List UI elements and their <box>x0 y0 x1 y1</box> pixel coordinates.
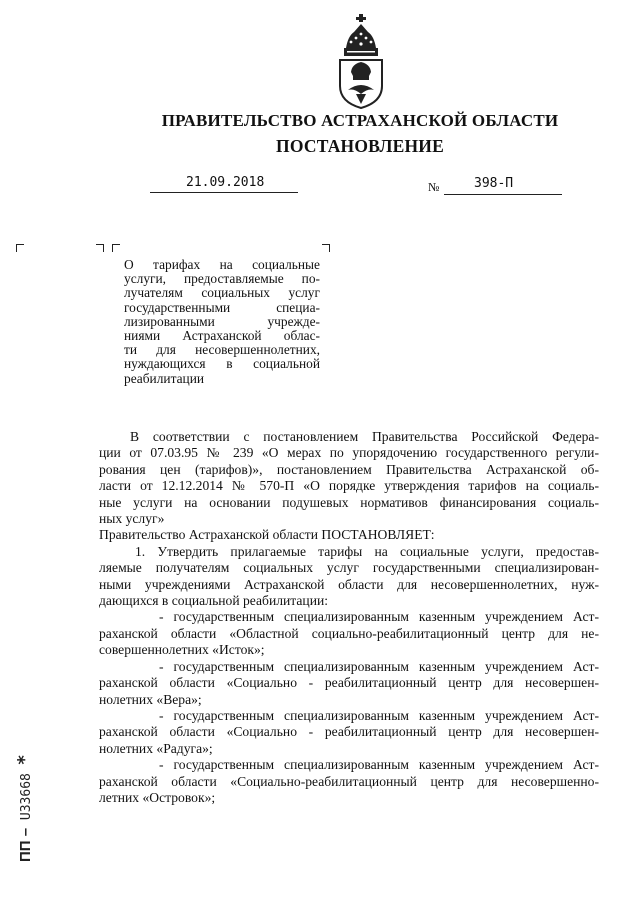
body-line: ными учреждениями Астраханской области для несовершеннолетних, нуж- <box>99 576 599 592</box>
subject-line: услуги, предоставляемые по- <box>124 271 320 287</box>
bullet-item <box>99 609 599 658</box>
body-line: нолетних «Вера»; <box>99 691 202 707</box>
document-subject <box>124 258 320 386</box>
subject-line: О тарифах на социальные <box>124 257 320 272</box>
number-underline <box>444 194 562 195</box>
subject-line: ти для несовершеннолетних, <box>124 342 320 358</box>
coat-of-arms-icon <box>334 14 388 110</box>
body-line: совершеннолетних «Исток»; <box>99 642 265 658</box>
stamp-mark: * <box>14 754 35 766</box>
date-underline <box>150 192 298 193</box>
body-line: ции от 07.03.95 № 239 «О мерах по упорядочению государственного регули- <box>99 445 599 461</box>
corner-mark-icon <box>16 244 24 252</box>
subject-line: лучателям социальных услуг <box>124 285 320 301</box>
corner-mark-icon <box>96 244 104 252</box>
subject-line: реабилитации <box>124 370 205 386</box>
resolves-line: Правительство Астраханской области ПОСТАНОВЛЯЕТ: <box>99 527 435 543</box>
body-line: - государственным специализированным казенным учреждением Аст- <box>159 757 599 773</box>
body-line: раханской области «Областной социально-реабилитационный центр для не- <box>99 625 599 641</box>
stamp-prefix: ПП – <box>17 827 34 862</box>
body-line: раханской области «Социально - реабилитационный центр для несовершен- <box>99 675 599 691</box>
body-line: рования цен (тарифов)», постановлением Правительства Астраханской об- <box>99 461 599 477</box>
registry-stamp <box>0 692 34 872</box>
stamp-code: U33668 <box>19 773 34 821</box>
body-line: В соответствии с постановлением Правительства Российской Федера- <box>130 429 599 444</box>
document-body <box>99 429 599 806</box>
item-1-paragraph <box>99 544 599 610</box>
corner-mark-icon <box>112 244 120 252</box>
body-line: ляемые получателям социальных услуг государственными специализирован- <box>99 560 599 576</box>
body-line: 1. Утвердить прилагаемые тарифы на социальные услуги, предостав- <box>135 543 599 559</box>
subject-line: лизированными учрежде- <box>124 313 320 329</box>
subject-line: нуждающихся в социальной <box>124 356 320 372</box>
body-line: раханской области «Социально - реабилитационный центр для несовершен- <box>99 724 599 740</box>
body-line: ласти от 12.12.2014 № 570-П «О порядке утверждения тарифов на социаль- <box>99 478 599 494</box>
body-line: - государственным специализированным казенным учреждением Аст- <box>159 658 599 674</box>
body-line: дающихся в социальной реабилитации: <box>99 593 329 609</box>
corner-mark-icon <box>322 244 330 252</box>
document-type: ПОСТАНОВЛЕНИЕ <box>276 136 444 156</box>
preamble-paragraph <box>99 429 599 527</box>
body-line: - государственным специализированным казенным учреждением Аст- <box>159 609 599 625</box>
number-label: № <box>428 180 440 194</box>
body-line: ных услуг» <box>99 511 165 527</box>
body-line: раханской области «Социально-реабилитационный центр для несовершенно- <box>99 773 599 789</box>
bullet-item <box>99 757 599 806</box>
subject-line: ниями Астраханской облас- <box>124 328 320 344</box>
body-line: - государственным специализированным казенным учреждением Аст- <box>159 707 599 723</box>
subject-line: государственными специа- <box>124 299 320 315</box>
body-line: нолетних «Радуга»; <box>99 740 213 756</box>
bullet-item <box>99 659 599 708</box>
body-line: ные услуги на основании подушевых нормативов финансирования социаль- <box>99 494 599 510</box>
government-title: ПРАВИТЕЛЬСТВО АСТРАХАНСКОЙ ОБЛАСТИ <box>161 111 559 130</box>
document-number: 398-П <box>474 176 514 191</box>
bullet-item <box>99 708 599 757</box>
body-line: летних «Островок»; <box>99 789 216 805</box>
document-date: 21.09.2018 <box>186 175 265 190</box>
